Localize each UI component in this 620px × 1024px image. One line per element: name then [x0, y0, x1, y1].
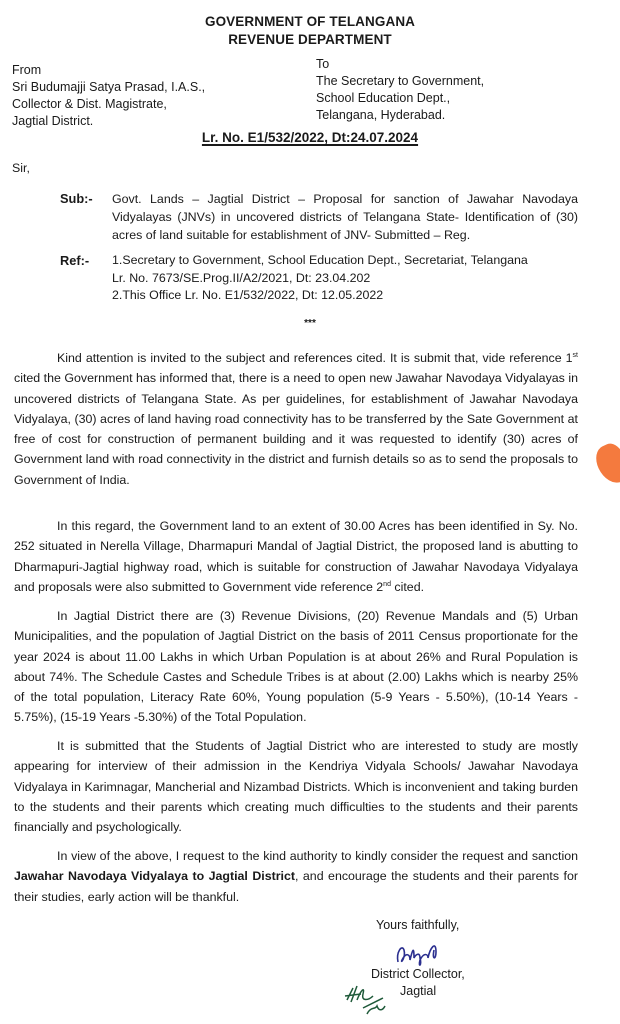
from-line: Sri Budumajji Satya Prasad, I.A.S.,	[12, 80, 206, 94]
paragraph-2: In this regard, the Government land to an extent of 30.00 Acres has been identified in Sy. No. 252 situated in Nerella Village, Dharmapuri Mandal of Jagtial District, the proposed land is abutting to Dharmapuri-Jagtial highway road, which is suitable for construction of Jawahar Navodaya Vidyalaya and proposals were also submitted to Government vide reference 2nd cited.	[14, 519, 578, 594]
header-government: GOVERNMENT OF TELANGANA	[204, 14, 416, 29]
to-line: The Secretary to Government,	[316, 74, 485, 88]
to-label: To	[316, 57, 330, 71]
from-label: From	[12, 63, 42, 77]
paragraph-5: In view of the above, I request to the kind authority to kindly consider the request and sanction Jawahar Navodaya Vidyalaya to Jagtial District, and encourage the students and their parents for their studies, early action will be thankful.	[14, 849, 578, 904]
paragraph-1: Kind attention is invited to the subject and references cited. It is submit that, vide reference 1st cited the Government has informed that, there is a need to open new Jawahar Navodaya Vidyalayas in uncovered districts of Telangana State. As per guidelines, for establishment of Jawahar Navodaya Vidyalaya, (30) acres of land having road connectivity has to be transferred by the Sate Government at free of cost for construction of permanent building and it was requested to identify (30) acres of Government land with road connectivity in the district and furnish details so as to send the proposals to Government of India.	[14, 351, 578, 487]
to-block	[316, 56, 484, 124]
reference-item: Lr. No. 7673/SE.Prog.II/A2/2021, Dt: 23.04.202	[112, 270, 371, 285]
salutation: Sir,	[12, 161, 30, 175]
paragraph-3: In Jagtial District there are (3) Revenue Divisions, (20) Revenue Mandals and (5) Urban Municipalities, and the population of Jagtial District on the basis of 2011 Census proportionate for the year 2024 is about 11.00 Lakhs in which Urban Population is at about 26% and Rural Population is about 74%. The Schedule Castes and Schedule Tribes is at about (2.00) Lakhs which is nearby 25% of the total population, Literacy Rate 60%, Young population (5-9 Years - 5.50%), (10-14 Years - 5.75%), (15-19 Years -5.30%) of the Total Population.	[14, 609, 578, 725]
to-line: Telangana, Hyderabad.	[316, 108, 446, 122]
paragraph-4: It is submitted that the Students of Jagtial District who are interested to study are mostly appearing for interview of their admission in the Kendriya Vidyala Schools/ Jawahar Navodaya Vidyalaya in Karimnagar, Mancherial and Nizambad Districts. Which is inconvenient and taking burden to the students and their parents which creating much difficulties to the students and their parents financially and psychologically.	[14, 739, 578, 835]
from-block	[12, 62, 205, 130]
subject-label: Sub:-	[60, 191, 93, 206]
separator: ***	[304, 318, 316, 329]
reference-item: 1.Secretary to Government, School Education Dept., Secretariat, Telangana	[112, 253, 528, 267]
letter-reference: Lr. No. E1/532/2022, Dt:24.07.2024	[201, 130, 419, 145]
closing-place: Jagtial	[400, 984, 437, 998]
header-department: REVENUE DEPARTMENT	[228, 32, 392, 47]
references-label: Ref:-	[60, 253, 90, 268]
from-line: Collector & Dist. Magistrate,	[12, 97, 167, 111]
signature-icon	[392, 932, 448, 972]
closing-designation: District Collector,	[371, 967, 465, 981]
initials-icon	[343, 980, 395, 1022]
from-line: Jagtial District.	[12, 114, 94, 128]
orange-marker	[591, 440, 620, 488]
subject-text: Govt. Lands – Jagtial District – Proposal for sanction of Jawahar Navodaya Vidyalayas (JNVs) in uncovered districts of Telangana State- Identification of (30) acres of land suitable for establishment of JNV- Submitted – Reg.	[112, 192, 578, 242]
reference-item: 2.This Office Lr. No. E1/532/2022, Dt: 12.05.2022	[112, 288, 384, 302]
closing-yours-faithfully: Yours faithfully,	[376, 918, 460, 932]
to-line: School Education Dept.,	[316, 91, 451, 105]
